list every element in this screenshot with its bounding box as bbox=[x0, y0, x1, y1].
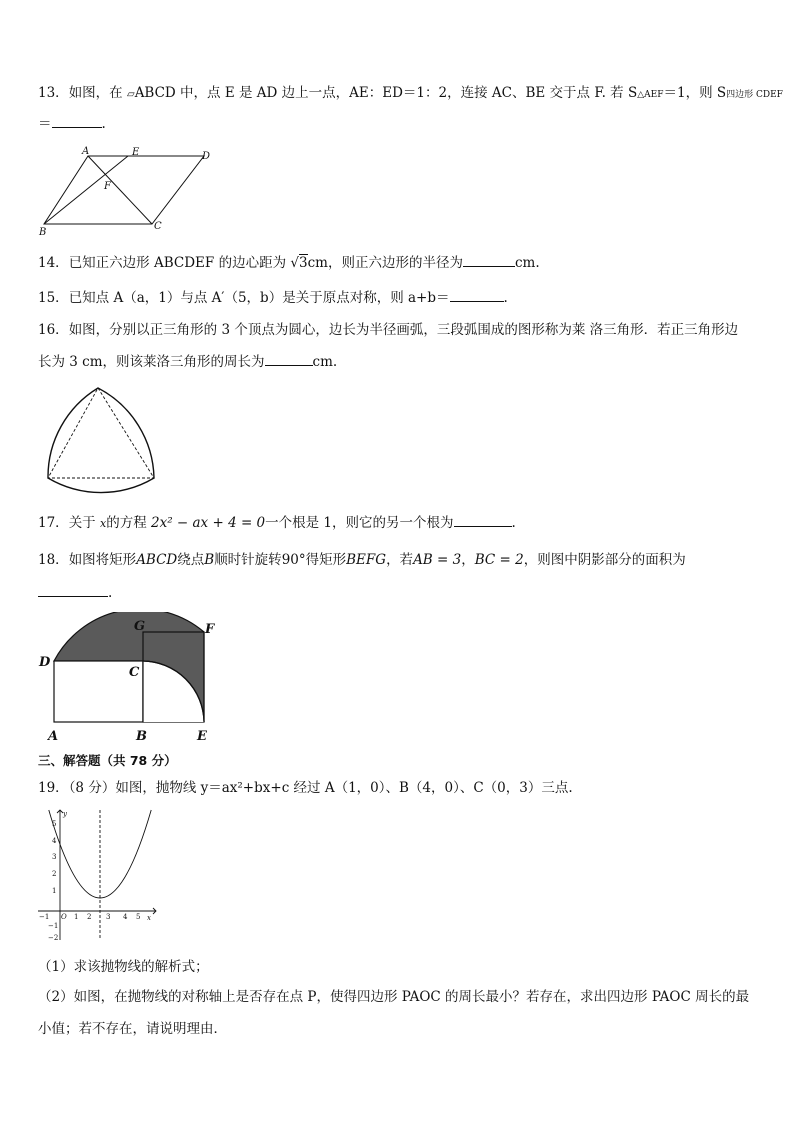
q13-line1 bbox=[38, 84, 783, 104]
label-g: G bbox=[134, 619, 146, 634]
q13-answer-blank[interactable] bbox=[52, 115, 102, 128]
y-tick-1: 1 bbox=[52, 887, 57, 895]
segment-be bbox=[44, 156, 128, 224]
q18-text-e: ，若 bbox=[386, 552, 414, 568]
y-tick-neg1: −1 bbox=[48, 922, 59, 930]
q14-text-b: cm，则正六边形的半径为 bbox=[307, 255, 463, 271]
q18-abcd: ABCD bbox=[136, 552, 178, 568]
q18-line2 bbox=[38, 584, 112, 602]
label-d: D bbox=[202, 151, 211, 162]
q14-answer-blank[interactable] bbox=[463, 254, 515, 267]
origin-label: O bbox=[61, 913, 67, 921]
q17-number: 17． bbox=[38, 515, 69, 531]
q13-number: 13． bbox=[38, 85, 69, 101]
label-c: C bbox=[154, 221, 162, 232]
radical-sign: √ bbox=[290, 255, 299, 271]
q15-number: 15． bbox=[38, 290, 69, 306]
label-b: B bbox=[136, 729, 147, 744]
q16-text-line1: 如图，分别以正三角形的 3 个顶点为圆心，边长为半径画弧，三段弧围成的图形称为莱 洛三角形．若正三角形边 bbox=[68, 322, 739, 338]
y-axis-label: y bbox=[63, 810, 67, 818]
q14-text-a: 已知正六边形 ABCDEF 的边心距为 bbox=[68, 255, 287, 271]
q16-line2 bbox=[38, 353, 337, 371]
x-tick-5: 5 bbox=[136, 913, 141, 921]
q14-line bbox=[38, 254, 540, 272]
q16-text-line2: 长为 3 cm，则该莱洛三角形的周长为 bbox=[38, 354, 265, 370]
q19-part1: （1）求该抛物线的解析式； bbox=[38, 959, 209, 975]
x-tick-3: 3 bbox=[106, 913, 111, 921]
q18-text-g: ，则图中阴影部分的面积为 bbox=[523, 552, 686, 568]
q19-part2-line2: 小值；若不存在，请说明理由． bbox=[38, 1021, 227, 1037]
label-a: A bbox=[48, 729, 59, 744]
x-tick-2: 2 bbox=[87, 913, 92, 921]
q18-deg: 90° bbox=[281, 552, 306, 568]
q18-number: 18． bbox=[38, 552, 69, 568]
q18-text-d: 得矩形 bbox=[305, 552, 347, 568]
q19-part2-line1: （2）如图，在抛物线的对称轴上是否存在点 P，使得四边形 PAOC 的周长最小？若存在，求出四边形 PAOC 周长的最 bbox=[38, 989, 750, 1005]
q17-var-x: x bbox=[99, 517, 107, 530]
q17-period: . bbox=[511, 515, 516, 531]
q17-line bbox=[38, 514, 516, 533]
q13-sub-aef: △AEF bbox=[637, 90, 664, 100]
q18-ab: AB = 3 bbox=[413, 552, 462, 568]
radicand: 3 bbox=[298, 255, 308, 271]
q13-text-c: ＝1，则 S bbox=[663, 85, 727, 101]
y-tick-5: 5 bbox=[52, 820, 57, 828]
q13-text-a: 如图，在 bbox=[68, 85, 123, 101]
y-tick-4: 4 bbox=[52, 837, 57, 845]
q15-period: . bbox=[503, 290, 508, 306]
q16-line1 bbox=[38, 321, 738, 339]
parabola-curve bbox=[49, 810, 151, 898]
q19-number: 19． bbox=[38, 780, 69, 796]
label-e: E bbox=[132, 147, 140, 158]
x-tick-neg1: −1 bbox=[39, 913, 50, 921]
q13-period: . bbox=[101, 116, 106, 132]
y-tick-2: 2 bbox=[52, 870, 57, 878]
q17-text-c: 一个根是 1，则它的另一个根为 bbox=[265, 515, 454, 531]
label-f: F bbox=[205, 622, 215, 637]
q18-answer-blank[interactable] bbox=[38, 584, 108, 597]
q18-text-c: 顺时针旋转 bbox=[214, 552, 282, 568]
x-tick-4: 4 bbox=[123, 913, 128, 921]
parallelogram-abcd bbox=[44, 156, 204, 224]
q15-line bbox=[38, 289, 508, 307]
parallelogram-symbol: ▱ bbox=[126, 89, 135, 100]
q16-answer-blank[interactable] bbox=[265, 353, 313, 366]
q16-reuleaux-figure bbox=[40, 384, 170, 496]
q18-b: B bbox=[204, 552, 215, 568]
q18-line1 bbox=[38, 551, 686, 569]
label-f: F bbox=[104, 181, 111, 192]
q18-period: . bbox=[108, 585, 113, 601]
q17-text-a: 关于 bbox=[68, 515, 96, 531]
y-tick-neg2: −2 bbox=[48, 934, 59, 942]
q18-text-b: 绕点 bbox=[177, 552, 205, 568]
y-tick-3: 3 bbox=[52, 853, 57, 861]
q13-text-b: ABCD 中，点 E 是 AD 边上一点，AE：ED＝1：2，连接 AC、BE 交于点 F. 若 S bbox=[134, 85, 638, 101]
q16-number: 16． bbox=[38, 322, 69, 338]
q16-unit: cm. bbox=[312, 354, 338, 370]
q19-parabola-graph bbox=[34, 806, 164, 946]
q18-text-a: 如图将矩形 bbox=[68, 552, 137, 568]
q14-number: 14． bbox=[38, 255, 69, 271]
label-b: B bbox=[39, 227, 47, 238]
q19-line bbox=[38, 779, 573, 797]
equilateral-triangle bbox=[48, 388, 154, 478]
q18-bc: BC = 2 bbox=[474, 552, 524, 568]
q13-sub-cdef: 四边形 CDEF bbox=[726, 90, 783, 100]
q13-line2 bbox=[38, 115, 106, 133]
q15-answer-blank[interactable] bbox=[450, 289, 504, 302]
q17-text-b: 的方程 bbox=[106, 515, 147, 531]
diagonal-ac bbox=[88, 156, 152, 224]
x-axis-label: x bbox=[147, 914, 151, 922]
sqrt-expression bbox=[290, 254, 307, 271]
q18-text-f: ， bbox=[461, 552, 475, 568]
q17-answer-blank[interactable] bbox=[454, 514, 512, 527]
q15-text-a: 已知点 A（a，1）与点 A′（5，b）是关于原点对称，则 a+b＝ bbox=[68, 290, 450, 306]
q13-parallelogram-figure bbox=[36, 144, 226, 240]
section-3-title: 三、解答题（共 78 分） bbox=[38, 753, 177, 768]
reuleaux-arcs bbox=[48, 388, 154, 493]
label-d: D bbox=[39, 655, 51, 670]
q13-equals: ＝ bbox=[38, 116, 52, 132]
label-e: E bbox=[197, 729, 207, 744]
q17-equation: 2x² − ax + 4 = 0 bbox=[151, 515, 266, 531]
q18-befg: BEFG bbox=[346, 552, 387, 568]
label-c: C bbox=[129, 665, 140, 680]
q18-rotation-figure bbox=[34, 612, 230, 746]
x-tick-1: 1 bbox=[74, 913, 79, 921]
q14-text-c: cm. bbox=[514, 255, 540, 271]
label-a: A bbox=[82, 146, 90, 157]
q19-text: （8 分）如图，抛物线 y＝ax²+bx+c 经过 A（1，0）、B（4，0）、C（0，3）三点. bbox=[68, 780, 573, 796]
